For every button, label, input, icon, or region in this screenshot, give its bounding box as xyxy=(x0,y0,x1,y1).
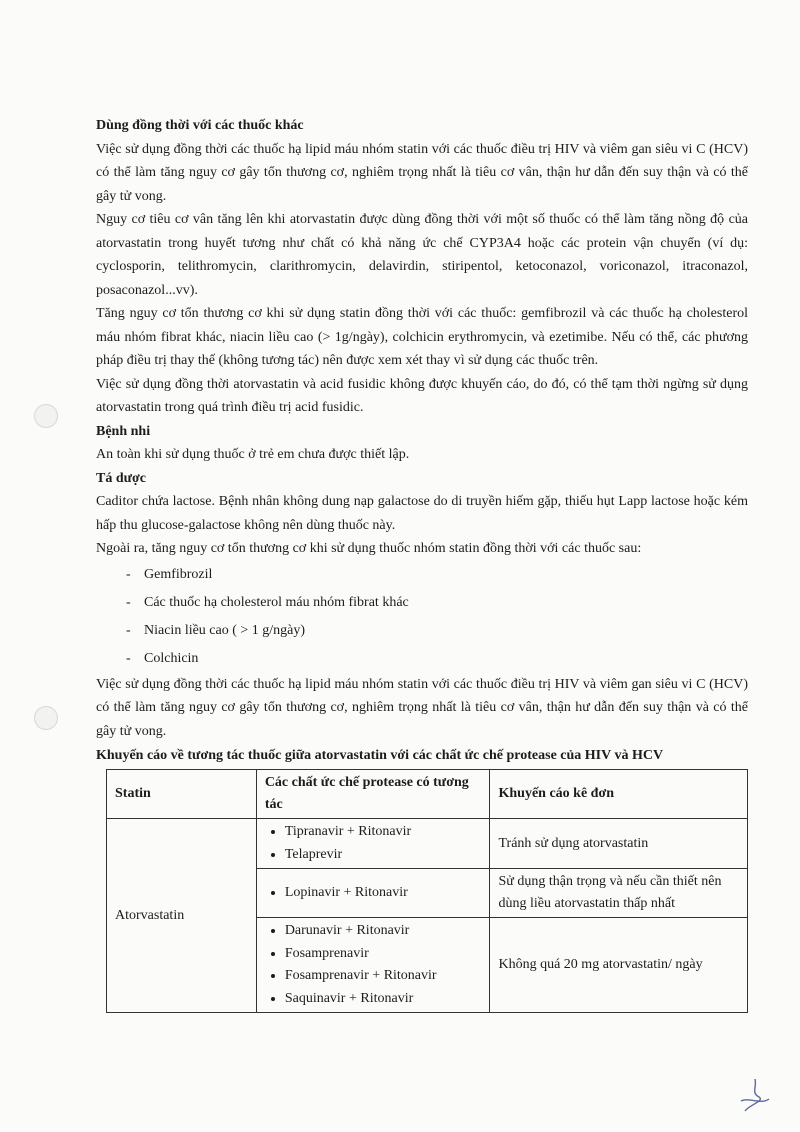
paragraph-myopathy-risk: Tăng nguy cơ tổn thương cơ khi sử dụng statin đồng thời với các thuốc: gemfibrozil và các thuốc hạ cholesterol máu nhóm fibrat khác, niacin liều cao (> 1g/ngày), colchicin erythromycin, và ezetimibe. Nếu có thể, các phương pháp điều trị thay thế (không tương tác) nên được xem xét thay vì sử dụng các thuốc trên. xyxy=(96,306,748,368)
paragraph-statin-hiv: Việc sử dụng đồng thời các thuốc hạ lipid máu nhóm statin với các thuốc điều trị HIV và viêm gan siêu vi C (HCV) có thể làm tăng nguy cơ gây tổn thương cơ, nghiêm trọng nhất là tiêu cơ vân, thận hư dẫn đến suy thận và có thể gây tử vong. xyxy=(96,141,748,204)
paragraph-pediatric: An toàn khi sử dụng thuốc ở trẻ em chưa được thiết lập. xyxy=(96,447,410,462)
heading-drug-interactions: Dùng đồng thời với các thuốc khác xyxy=(96,118,304,133)
drug-list xyxy=(96,561,748,673)
list-item: - Colchicin xyxy=(126,645,748,673)
inhibitor-item: • Telaprevir xyxy=(285,844,482,867)
table-title: Khuyến cáo về tương tác thuốc giữa atorvastatin với các chất ức chế protease của HIV và HCV xyxy=(96,748,664,763)
paragraph-fusidic-acid: Việc sử dụng đồng thời atorvastatin và acid fusidic không được khuyến cáo, do đó, có thể tạm thời ngừng sử dụng atorvastatin trong quá trình điều trị acid fusidic. xyxy=(96,376,748,415)
binder-hole-top xyxy=(34,404,58,428)
inhibitor-item: • Saquinavir + Ritonavir xyxy=(285,988,482,1011)
binder-hole-bottom xyxy=(34,706,58,730)
list-item: - Gemfibrozil xyxy=(126,561,748,589)
paragraph-closing: Việc sử dụng đồng thời các thuốc hạ lipid máu nhóm statin với các thuốc điều trị HIV và viêm gan siêu vi C (HCV) có thể làm tăng nguy cơ gây tổn thương cơ, nghiêm trọng nhất là tiêu cơ vân, thận hư dẫn đến suy thận và có thể gây tử vong. xyxy=(96,676,748,739)
paragraph-intro-list: Ngoài ra, tăng nguy cơ tổn thương cơ khi sử dụng thuốc nhóm statin đồng thời với các thuốc sau: xyxy=(96,541,642,556)
cell-statin: Atorvastatin xyxy=(107,819,257,1013)
inhibitor-item: • Darunavir + Ritonavir xyxy=(285,920,482,943)
cell-inhibitors xyxy=(256,819,490,869)
inhibitor-item: • Fosamprenavir xyxy=(285,943,482,966)
inhibitor-item: • Lopinavir + Ritonavir xyxy=(285,882,482,905)
list-item: - Niacin liều cao ( > 1 g/ngày) xyxy=(126,617,748,645)
paragraph-rhabdomyolysis: Nguy cơ tiêu cơ vân tăng lên khi atorvastatin được dùng đồng thời với một số thuốc có thể làm tăng nồng độ của atorvastatin trong huyết tương như chất có khả năng ức chế CYP3A4 hoặc các protein vận chuyển (ví dụ: cyclosporin, telithromycin, clarithromycin, delavirdin, stiripentol, ketoconazol, voriconazol, itraconazol, posaconazol...vv). xyxy=(96,212,748,298)
paragraph-lactose: Caditor chứa lactose. Bệnh nhân không dung nạp galactose do di truyền hiếm gặp, thiếu hụt Lapp lactose hoặc kém hấp thu glucose-galactose không nên dùng thuốc này. xyxy=(96,494,748,533)
cell-advice: Không quá 20 mg atorvastatin/ ngày xyxy=(490,918,748,1013)
signature-mark xyxy=(735,1075,775,1115)
cell-inhibitors xyxy=(256,918,490,1013)
cell-advice: Sử dụng thận trọng và nếu cần thiết nên dùng liều atorvastatin thấp nhất xyxy=(490,869,748,918)
heading-pediatric: Bệnh nhi xyxy=(96,423,151,439)
inhibitor-item: • Fosamprenavir + Ritonavir xyxy=(285,965,482,988)
inhibitor-item: • Tipranavir + Ritonavir xyxy=(285,821,482,844)
heading-excipients: Tá dược xyxy=(96,470,146,486)
document-page xyxy=(96,114,748,1013)
table-header-row xyxy=(107,770,748,819)
cell-inhibitors xyxy=(256,869,490,918)
cell-advice: Tránh sử dụng atorvastatin xyxy=(490,819,748,869)
table-row xyxy=(107,819,748,869)
header-advice: Khuyến cáo kê đơn xyxy=(490,770,748,819)
list-item: - Các thuốc hạ cholesterol máu nhóm fibrat khác xyxy=(126,589,748,617)
interaction-table xyxy=(106,769,748,1013)
header-statin: Statin xyxy=(107,770,257,819)
header-inhibitors: Các chất ức chế protease có tương tác xyxy=(256,770,490,819)
